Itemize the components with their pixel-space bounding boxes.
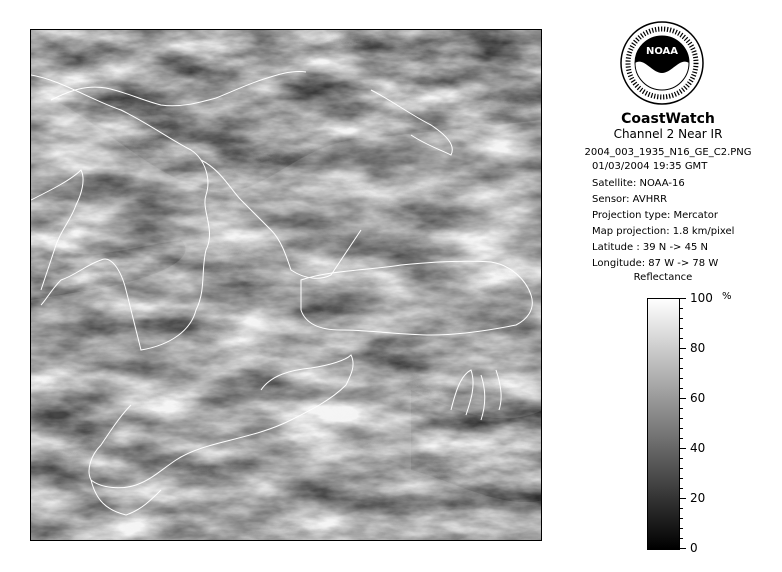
colorbar-minor-tick <box>680 488 683 489</box>
satellite-image-svg <box>31 30 542 541</box>
colorbar-minor-tick <box>680 418 683 419</box>
colorbar-tick <box>680 398 686 399</box>
colorbar-minor-tick <box>680 458 683 459</box>
colorbar-minor-tick <box>680 438 683 439</box>
colorbar-tick-label: 100 <box>690 291 713 305</box>
satellite-image <box>30 29 542 541</box>
colorbar-tick-label: 0 <box>690 541 698 555</box>
colorbar-minor-tick <box>680 318 683 319</box>
colorbar-minor-tick <box>680 328 683 329</box>
colorbar-minor-tick <box>680 508 683 509</box>
colorbar-minor-tick <box>680 528 683 529</box>
colorbar-tick-label: 60 <box>690 391 706 405</box>
colorbar-minor-tick <box>680 358 683 359</box>
colorbar-tick-label: 80 <box>690 341 706 355</box>
colorbar-unit: % <box>722 291 732 302</box>
date-time-label: 01/03/2004 19:35 GMT <box>592 161 708 172</box>
reflectance-colorbar <box>647 298 680 550</box>
colorbar-tick-label: 20 <box>690 491 706 505</box>
latitude-label: Latitude : 39 N -> 45 N <box>592 242 708 253</box>
cloud-texture <box>31 30 542 541</box>
logo-center-text: NOAA <box>645 46 679 57</box>
colorbar-minor-tick <box>680 338 683 339</box>
colorbar-tick <box>680 548 686 549</box>
colorbar-tick <box>680 448 686 449</box>
colorbar-minor-tick <box>680 308 683 309</box>
sensor-label: Sensor: AVHRR <box>592 194 668 205</box>
map-projection-label: Map projection: 1.8 km/pixel <box>592 226 735 237</box>
channel-label: Channel 2 Near IR <box>613 127 723 141</box>
colorbar-tick <box>680 298 686 299</box>
colorbar-minor-tick <box>680 428 683 429</box>
colorbar-title: Reflectance <box>633 272 693 283</box>
colorbar-minor-tick <box>680 378 683 379</box>
colorbar-minor-tick <box>680 468 683 469</box>
colorbar-minor-tick <box>680 518 683 519</box>
colorbar-tick <box>680 498 686 499</box>
colorbar-tick-label: 40 <box>690 441 706 455</box>
projection-type-label: Projection type: Mercator <box>592 210 718 221</box>
coastwatch-title: CoastWatch <box>621 111 715 127</box>
colorbar-minor-tick <box>680 388 683 389</box>
noaa-logo <box>620 21 704 105</box>
colorbar-minor-tick <box>680 538 683 539</box>
colorbar-minor-tick <box>680 408 683 409</box>
colorbar-minor-tick <box>680 368 683 369</box>
filename-label: 2004_003_1935_N16_GE_C2.PNG <box>584 147 752 158</box>
colorbar-tick <box>680 348 686 349</box>
colorbar-minor-tick <box>680 478 683 479</box>
satellite-label: Satellite: NOAA-16 <box>592 178 685 189</box>
longitude-label: Longitude: 87 W -> 78 W <box>592 258 719 269</box>
